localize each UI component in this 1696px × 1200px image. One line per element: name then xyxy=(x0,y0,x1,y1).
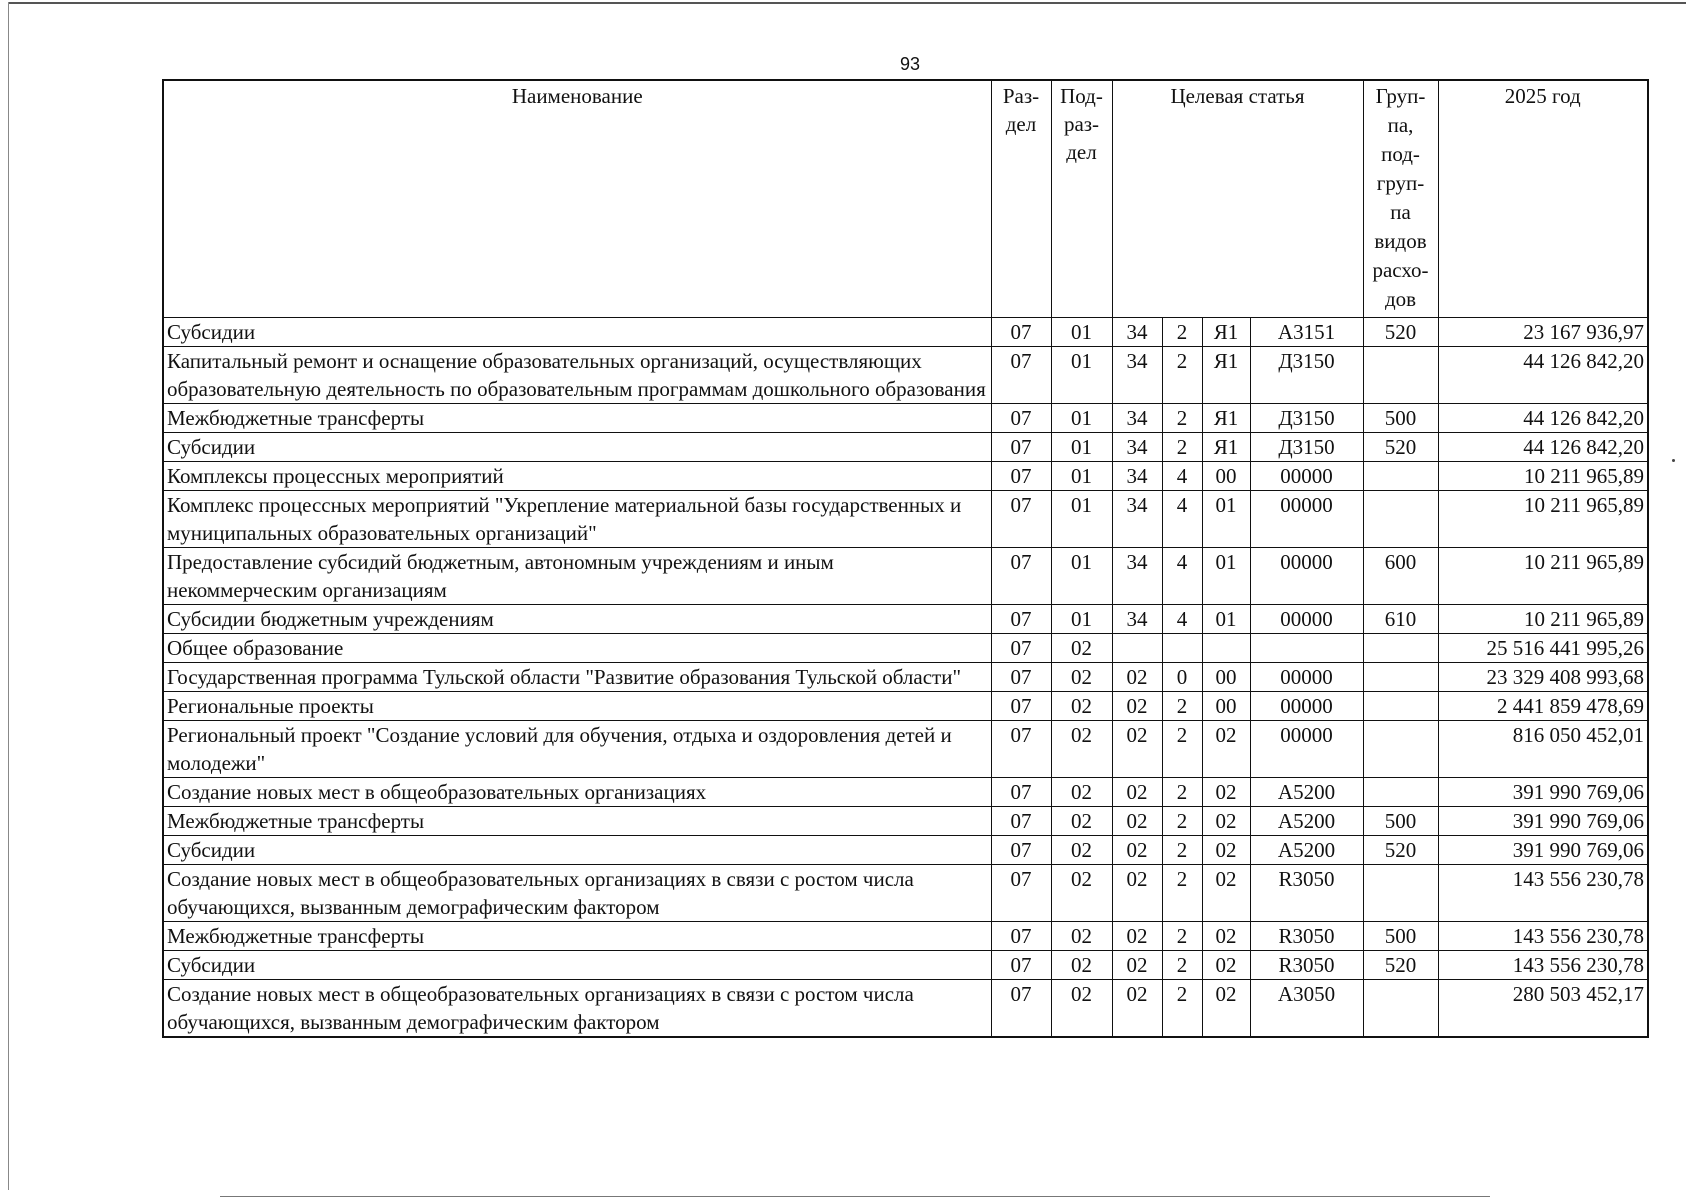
row-name: Межбюджетные трансферты xyxy=(163,807,991,836)
row-vid-rashodov xyxy=(1363,634,1438,663)
row-celevaya-3: 02 xyxy=(1202,778,1250,807)
row-razdel: 07 xyxy=(991,404,1051,433)
row-amount: 44 126 842,20 xyxy=(1438,347,1648,404)
row-podrazdel: 01 xyxy=(1051,462,1112,491)
row-name: Комплекс процессных мероприятий "Укрепление материальной базы государственных и муниципальных образовательных организаций" xyxy=(163,491,991,548)
row-celevaya-1: 02 xyxy=(1112,865,1162,922)
row-podrazdel: 02 xyxy=(1051,951,1112,980)
row-celevaya-3: 02 xyxy=(1202,807,1250,836)
row-celevaya-2: 2 xyxy=(1162,721,1202,778)
row-celevaya-2: 2 xyxy=(1162,865,1202,922)
row-amount: 391 990 769,06 xyxy=(1438,807,1648,836)
row-vid-rashodov xyxy=(1363,721,1438,778)
page-number: 93 xyxy=(899,54,921,74)
row-celevaya-4: R3050 xyxy=(1250,922,1363,951)
row-celevaya-2: 2 xyxy=(1162,433,1202,462)
row-vid-rashodov: 500 xyxy=(1363,404,1438,433)
table-row xyxy=(163,692,1648,721)
row-celevaya-4: А5200 xyxy=(1250,778,1363,807)
header-podrazdel: Под- раз- дел xyxy=(1051,80,1112,318)
table-row xyxy=(163,548,1648,605)
row-celevaya-3: Я1 xyxy=(1202,318,1250,347)
row-celevaya-1: 34 xyxy=(1112,491,1162,548)
row-podrazdel: 02 xyxy=(1051,663,1112,692)
row-vid-rashodov: 520 xyxy=(1363,433,1438,462)
row-name: Межбюджетные трансферты xyxy=(163,922,991,951)
row-vid-rashodov xyxy=(1363,491,1438,548)
row-vid-rashodov xyxy=(1363,692,1438,721)
row-amount: 816 050 452,01 xyxy=(1438,721,1648,778)
row-amount: 10 211 965,89 xyxy=(1438,491,1648,548)
row-razdel: 07 xyxy=(991,462,1051,491)
table-row xyxy=(163,347,1648,404)
row-amount: 10 211 965,89 xyxy=(1438,462,1648,491)
table-row xyxy=(163,634,1648,663)
row-celevaya-1: 02 xyxy=(1112,922,1162,951)
row-celevaya-2: 2 xyxy=(1162,980,1202,1038)
row-celevaya-1 xyxy=(1112,634,1162,663)
row-podrazdel: 01 xyxy=(1051,548,1112,605)
row-celevaya-2: 0 xyxy=(1162,663,1202,692)
row-celevaya-1: 02 xyxy=(1112,663,1162,692)
row-razdel: 07 xyxy=(991,491,1051,548)
row-amount: 23 167 936,97 xyxy=(1438,318,1648,347)
row-amount: 143 556 230,78 xyxy=(1438,922,1648,951)
row-celevaya-2: 2 xyxy=(1162,318,1202,347)
row-razdel: 07 xyxy=(991,807,1051,836)
table-body xyxy=(163,318,1648,1038)
row-podrazdel: 01 xyxy=(1051,433,1112,462)
row-podrazdel: 02 xyxy=(1051,692,1112,721)
row-razdel: 07 xyxy=(991,778,1051,807)
row-celevaya-1: 34 xyxy=(1112,548,1162,605)
table-row xyxy=(163,462,1648,491)
row-amount: 143 556 230,78 xyxy=(1438,951,1648,980)
row-celevaya-1: 34 xyxy=(1112,462,1162,491)
table-row xyxy=(163,318,1648,347)
row-celevaya-4 xyxy=(1250,634,1363,663)
row-celevaya-1: 34 xyxy=(1112,404,1162,433)
row-celevaya-4: R3050 xyxy=(1250,865,1363,922)
row-vid-rashodov: 520 xyxy=(1363,836,1438,865)
row-podrazdel: 02 xyxy=(1051,836,1112,865)
row-name: Предоставление субсидий бюджетным, автономным учреждениям и иным некоммерческим организациям xyxy=(163,548,991,605)
row-celevaya-4: 00000 xyxy=(1250,721,1363,778)
row-name: Капитальный ремонт и оснащение образовательных организаций, осуществляющих образовательную деятельность по образовательным программам дошкольного образования xyxy=(163,347,991,404)
row-celevaya-2: 2 xyxy=(1162,404,1202,433)
row-name: Комплексы процессных мероприятий xyxy=(163,462,991,491)
row-celevaya-3: 00 xyxy=(1202,663,1250,692)
table-row xyxy=(163,865,1648,922)
row-name: Межбюджетные трансферты xyxy=(163,404,991,433)
row-celevaya-4: А5200 xyxy=(1250,836,1363,865)
row-vid-rashodov: 520 xyxy=(1363,318,1438,347)
row-name: Субсидии бюджетным учреждениям xyxy=(163,605,991,634)
row-name: Создание новых мест в общеобразовательных организациях в связи с ростом числа обучающихся, вызванным демографическим фактором xyxy=(163,865,991,922)
row-podrazdel: 02 xyxy=(1051,778,1112,807)
row-celevaya-4: А3050 xyxy=(1250,980,1363,1038)
row-celevaya-4: Д3150 xyxy=(1250,347,1363,404)
row-amount: 391 990 769,06 xyxy=(1438,778,1648,807)
row-amount: 25 516 441 995,26 xyxy=(1438,634,1648,663)
row-razdel: 07 xyxy=(991,865,1051,922)
table-row xyxy=(163,980,1648,1038)
row-razdel: 07 xyxy=(991,980,1051,1038)
row-name: Создание новых мест в общеобразовательных организациях xyxy=(163,778,991,807)
row-name: Общее образование xyxy=(163,634,991,663)
scan-border-left xyxy=(8,2,9,1190)
row-vid-rashodov: 610 xyxy=(1363,605,1438,634)
row-name: Создание новых мест в общеобразовательных организациях в связи с ростом числа обучающихся, вызванным демографическим фактором xyxy=(163,980,991,1038)
row-vid-rashodov xyxy=(1363,462,1438,491)
header-year: 2025 год xyxy=(1438,80,1648,318)
row-razdel: 07 xyxy=(991,605,1051,634)
row-celevaya-2: 2 xyxy=(1162,692,1202,721)
row-celevaya-2: 2 xyxy=(1162,778,1202,807)
row-name: Субсидии xyxy=(163,836,991,865)
row-podrazdel: 02 xyxy=(1051,634,1112,663)
row-celevaya-3: Я1 xyxy=(1202,433,1250,462)
row-amount: 2 441 859 478,69 xyxy=(1438,692,1648,721)
row-celevaya-4: 00000 xyxy=(1250,663,1363,692)
row-celevaya-4: R3050 xyxy=(1250,951,1363,980)
row-celevaya-1: 02 xyxy=(1112,778,1162,807)
row-celevaya-3: 02 xyxy=(1202,951,1250,980)
row-celevaya-3: 01 xyxy=(1202,605,1250,634)
row-name: Региональные проекты xyxy=(163,692,991,721)
row-vid-rashodov xyxy=(1363,980,1438,1038)
row-name: Субсидии xyxy=(163,433,991,462)
row-vid-rashodov xyxy=(1363,347,1438,404)
row-razdel: 07 xyxy=(991,692,1051,721)
row-razdel: 07 xyxy=(991,318,1051,347)
row-celevaya-1: 02 xyxy=(1112,692,1162,721)
budget-table xyxy=(162,79,1649,1038)
row-razdel: 07 xyxy=(991,347,1051,404)
row-vid-rashodov: 600 xyxy=(1363,548,1438,605)
row-celevaya-3: Я1 xyxy=(1202,404,1250,433)
row-celevaya-3: 02 xyxy=(1202,721,1250,778)
table-row xyxy=(163,605,1648,634)
row-podrazdel: 02 xyxy=(1051,980,1112,1038)
header-celevaya-statya: Целевая статья xyxy=(1112,80,1363,318)
row-vid-rashodov xyxy=(1363,778,1438,807)
row-celevaya-1: 02 xyxy=(1112,980,1162,1038)
row-name: Субсидии xyxy=(163,318,991,347)
row-celevaya-3: Я1 xyxy=(1202,347,1250,404)
row-celevaya-4: А3151 xyxy=(1250,318,1363,347)
row-podrazdel: 01 xyxy=(1051,605,1112,634)
row-vid-rashodov xyxy=(1363,865,1438,922)
table-row xyxy=(163,778,1648,807)
row-name: Субсидии xyxy=(163,951,991,980)
row-celevaya-1: 34 xyxy=(1112,318,1162,347)
table-row xyxy=(163,836,1648,865)
row-podrazdel: 02 xyxy=(1051,721,1112,778)
row-celevaya-2: 4 xyxy=(1162,491,1202,548)
row-podrazdel: 01 xyxy=(1051,347,1112,404)
table-row xyxy=(163,433,1648,462)
row-celevaya-1: 02 xyxy=(1112,721,1162,778)
row-razdel: 07 xyxy=(991,951,1051,980)
table-row xyxy=(163,404,1648,433)
header-gruppa-vidov-rashodov: Груп- па, под- груп- па видов расхо- дов xyxy=(1363,80,1438,318)
row-celevaya-3: 00 xyxy=(1202,692,1250,721)
row-vid-rashodov xyxy=(1363,663,1438,692)
table-row xyxy=(163,922,1648,951)
header-razdel: Раз- дел xyxy=(991,80,1051,318)
row-celevaya-1: 34 xyxy=(1112,347,1162,404)
row-amount: 23 329 408 993,68 xyxy=(1438,663,1648,692)
row-celevaya-1: 02 xyxy=(1112,836,1162,865)
row-razdel: 07 xyxy=(991,663,1051,692)
row-celevaya-4: Д3150 xyxy=(1250,404,1363,433)
row-celevaya-4: 00000 xyxy=(1250,548,1363,605)
table-row xyxy=(163,663,1648,692)
row-celevaya-3: 01 xyxy=(1202,548,1250,605)
row-amount: 10 211 965,89 xyxy=(1438,605,1648,634)
row-vid-rashodov: 500 xyxy=(1363,922,1438,951)
row-razdel: 07 xyxy=(991,922,1051,951)
row-amount: 44 126 842,20 xyxy=(1438,404,1648,433)
row-celevaya-4: 00000 xyxy=(1250,692,1363,721)
row-celevaya-4: 00000 xyxy=(1250,491,1363,548)
row-celevaya-3: 02 xyxy=(1202,922,1250,951)
row-celevaya-1: 02 xyxy=(1112,807,1162,836)
table-row xyxy=(163,951,1648,980)
row-celevaya-2: 4 xyxy=(1162,462,1202,491)
row-razdel: 07 xyxy=(991,836,1051,865)
row-amount: 143 556 230,78 xyxy=(1438,865,1648,922)
bottom-rule xyxy=(220,1196,1490,1197)
row-podrazdel: 02 xyxy=(1051,865,1112,922)
row-celevaya-1: 34 xyxy=(1112,433,1162,462)
row-podrazdel: 01 xyxy=(1051,318,1112,347)
row-razdel: 07 xyxy=(991,721,1051,778)
row-celevaya-4: А5200 xyxy=(1250,807,1363,836)
row-amount: 280 503 452,17 xyxy=(1438,980,1648,1038)
row-celevaya-3 xyxy=(1202,634,1250,663)
row-celevaya-2: 2 xyxy=(1162,836,1202,865)
row-amount: 391 990 769,06 xyxy=(1438,836,1648,865)
row-celevaya-2: 2 xyxy=(1162,922,1202,951)
row-razdel: 07 xyxy=(991,634,1051,663)
row-razdel: 07 xyxy=(991,548,1051,605)
table-row xyxy=(163,721,1648,778)
row-celevaya-2 xyxy=(1162,634,1202,663)
row-vid-rashodov: 520 xyxy=(1363,951,1438,980)
row-celevaya-3: 02 xyxy=(1202,980,1250,1038)
table-row xyxy=(163,807,1648,836)
row-razdel: 07 xyxy=(991,433,1051,462)
row-celevaya-3: 02 xyxy=(1202,865,1250,922)
table-row xyxy=(163,491,1648,548)
row-podrazdel: 02 xyxy=(1051,922,1112,951)
header-name: Наименование xyxy=(163,80,991,318)
row-celevaya-2: 2 xyxy=(1162,951,1202,980)
scan-speck xyxy=(1672,459,1675,462)
row-celevaya-3: 01 xyxy=(1202,491,1250,548)
row-vid-rashodov: 500 xyxy=(1363,807,1438,836)
row-amount: 44 126 842,20 xyxy=(1438,433,1648,462)
row-celevaya-3: 00 xyxy=(1202,462,1250,491)
row-podrazdel: 02 xyxy=(1051,807,1112,836)
row-name: Региональный проект "Создание условий для обучения, отдыха и оздоровления детей и молодежи" xyxy=(163,721,991,778)
row-podrazdel: 01 xyxy=(1051,491,1112,548)
row-celevaya-1: 02 xyxy=(1112,951,1162,980)
row-celevaya-3: 02 xyxy=(1202,836,1250,865)
scan-border-top xyxy=(8,2,1686,4)
row-amount: 10 211 965,89 xyxy=(1438,548,1648,605)
table-header-row xyxy=(163,80,1648,318)
row-celevaya-2: 2 xyxy=(1162,347,1202,404)
row-celevaya-2: 4 xyxy=(1162,605,1202,634)
row-celevaya-1: 34 xyxy=(1112,605,1162,634)
row-name: Государственная программа Тульской области "Развитие образования Тульской области" xyxy=(163,663,991,692)
row-celevaya-2: 2 xyxy=(1162,807,1202,836)
row-celevaya-2: 4 xyxy=(1162,548,1202,605)
row-celevaya-4: 00000 xyxy=(1250,462,1363,491)
row-celevaya-4: Д3150 xyxy=(1250,433,1363,462)
row-podrazdel: 01 xyxy=(1051,404,1112,433)
row-celevaya-4: 00000 xyxy=(1250,605,1363,634)
